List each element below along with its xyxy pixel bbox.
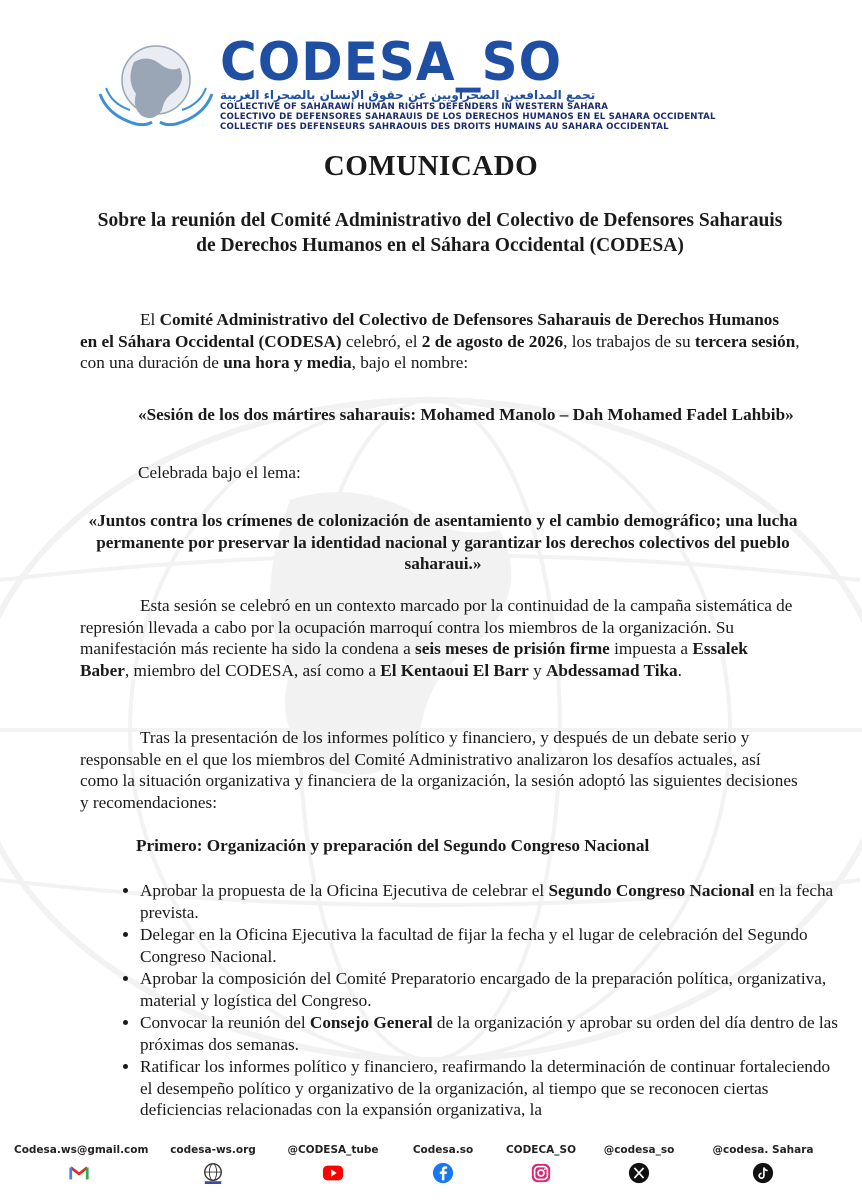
footer-email[interactable]	[14, 1144, 149, 1184]
decisions-intro-paragraph: Tras la presentación de los informes político y financiero, y después de un debate serio y responsable en el que los miembros del Comité Administrativo analizaron los desafíos actuales, así como la situación organizativa y financiera de la organización, la sesión adoptó las siguientes decisiones y recomendaciones:	[80, 728, 798, 812]
tiktok-label: @codesa. Sahara	[712, 1144, 814, 1156]
youtube-icon	[322, 1162, 344, 1184]
intro-paragraph: El Comité Administrativo del Colectivo de Defensores Saharauis de Derechos Humanos en el Sáhara Occidental (CODESA) celebró, el 2 de agosto de 2026, los trabajos de su tercera sesión, con una duración de una hora y media, bajo el nombre:	[80, 310, 800, 372]
list-item: • Ratificar los informes político y financiero, reafirmando la determinación de continuar fortaleciendo el desempeño político y organizativo de la organización, al tiempo que se reconocen ciertas deficiencias relacionadas con la expansión organizativa, la	[140, 1056, 840, 1121]
document-title: COMUNICADO	[323, 150, 539, 182]
x-twitter-icon	[628, 1162, 650, 1184]
section-heading: Primero: Organización y preparación del Segundo Congreso Nacional	[136, 836, 650, 855]
brand-name: CODESA_SO	[220, 31, 563, 93]
decisions-list	[100, 880, 840, 1122]
list-item: • Convocar la reunión del Consejo General de la organización y aprobar su orden del día dentro de las próximas dos semanas.	[140, 1012, 840, 1055]
x-label: @codesa_so	[603, 1144, 675, 1156]
document-subtitle: Sobre la reunión del Comité Administrativo del Colectivo de Defensores Saharauis de Derechos Humanos en el Sáhara Occidental (CODESA)	[97, 210, 783, 256]
instagram-label: CODECA_SO	[505, 1144, 577, 1156]
youtube-label: @CODESA_tube	[287, 1144, 379, 1156]
email-label: Codesa.ws@gmail.com	[14, 1144, 149, 1156]
instagram-icon	[530, 1162, 552, 1184]
www-globe-icon	[202, 1162, 224, 1184]
tiktok-icon	[752, 1162, 774, 1184]
brand-name-french: COLLECTIF DES DEFENSEURS SAHRAOUIS DES DROITS HUMAINS AU SAHARA OCCIDENTAL	[220, 122, 669, 132]
list-item: • Delegar en la Oficina Ejecutiva la facultad de fijar la fecha y el lugar de celebración del Segundo Congreso Nacional.	[140, 924, 840, 967]
contact-footer	[0, 1136, 862, 1200]
list-item: • Aprobar la propuesta de la Oficina Ejecutiva de celebrar el Segundo Congreso Nacional en la fecha prevista.	[140, 880, 840, 923]
gmail-icon	[68, 1162, 90, 1184]
website-label: codesa-ws.org	[170, 1144, 256, 1156]
brand-arabic-name: تجمع المدافعين الصحراويين عن حقوق الإنسان بالصحراء الغربية	[220, 88, 596, 102]
globe-hands-icon	[96, 40, 216, 132]
footer-youtube[interactable]	[278, 1144, 388, 1184]
footer-facebook[interactable]	[398, 1144, 488, 1184]
session-name: «Sesión de los dos mártires saharauis: Mohamed Manolo – Dah Mohamed Fadel Lahbib»	[138, 405, 794, 424]
facebook-label: Codesa.so	[412, 1144, 474, 1156]
footer-tiktok[interactable]	[698, 1144, 828, 1184]
organization-logo	[96, 31, 716, 136]
motto-quote: «Juntos contra los crímenes de colonización de asentamiento y el cambio demográfico; una lucha permanente por preservar la identidad nacional y garantizar los derechos colectivos del pueblo saharaui.»	[88, 511, 798, 573]
brand-name-english: COLLECTIVE OF SAHARAWI HUMAN RIGHTS DEFENDERS IN WESTERN SAHARA	[220, 102, 609, 112]
list-item: • Aprobar la composición del Comité Preparatorio encargado de la preparación política, organizativa, material y logística del Congreso.	[140, 968, 840, 1011]
facebook-icon	[432, 1162, 454, 1184]
footer-website[interactable]	[158, 1144, 268, 1184]
motto-intro: Celebrada bajo el lema:	[138, 463, 301, 482]
context-paragraph: Esta sesión se celebró en un contexto marcado por la continuidad de la campaña sistemática de represión llevada a cabo por la ocupación marroquí contra los miembros de la organización. Su manifestación más reciente ha sido la condena a seis meses de prisión firme impuesta a Essalek Baber, miembro del CODESA, así como a El Kentaoui El Barr y Abdessamad Tika.	[80, 596, 793, 680]
footer-x[interactable]	[594, 1144, 684, 1184]
footer-instagram[interactable]	[496, 1144, 586, 1184]
brand-name-spanish: COLECTIVO DE DEFENSORES SAHARAUIS DE LOS DERECHOS HUMANOS EN EL SAHARA OCCIDENTAL	[220, 112, 716, 122]
